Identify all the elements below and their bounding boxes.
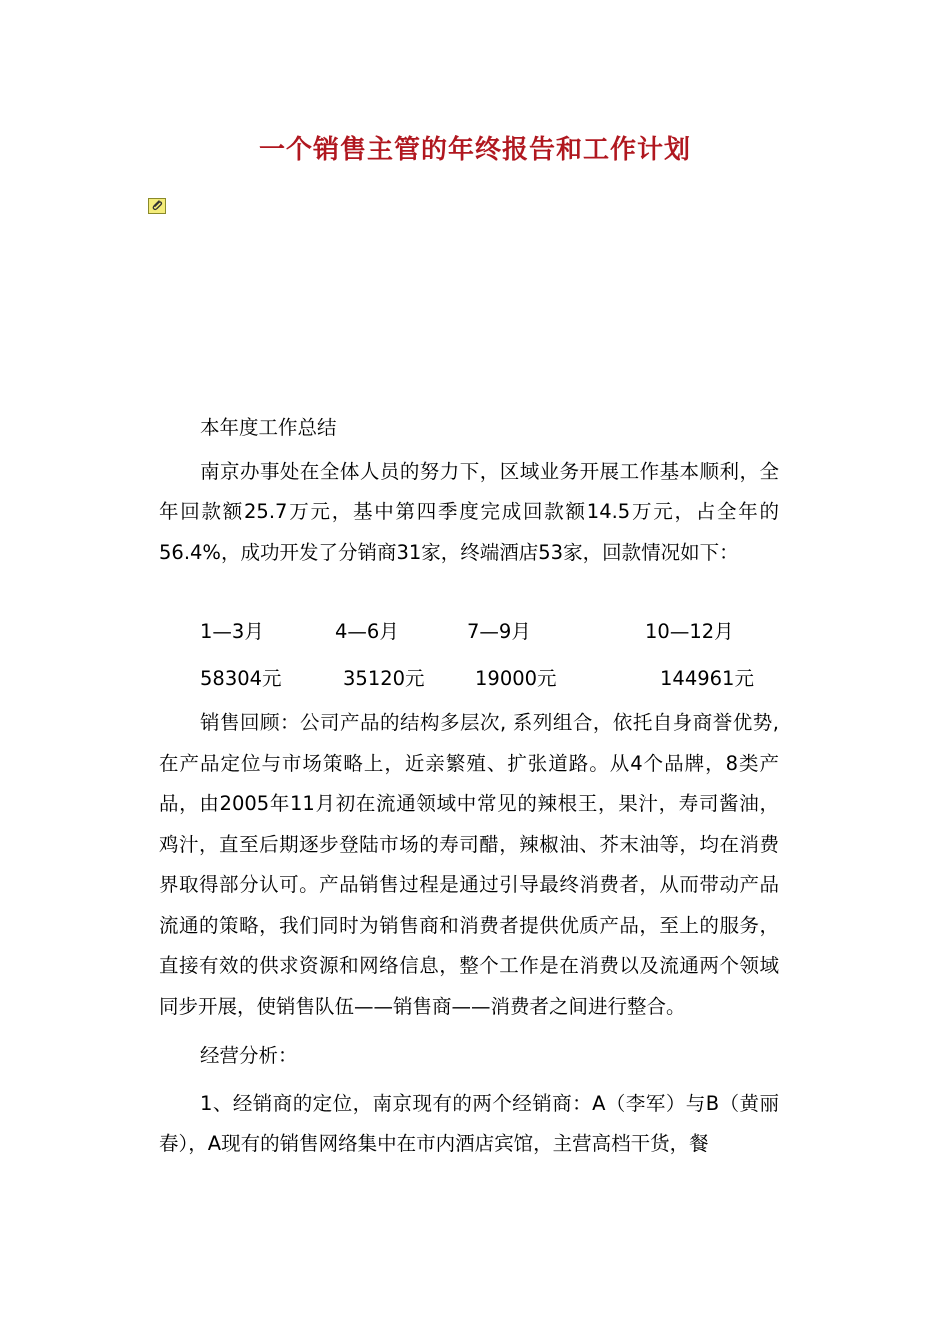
amount-q4: 144961元 — [660, 667, 754, 690]
distributor-paragraph: 1、经销商的定位，南京现有的两个经销商：A（李军）与B（黄丽春），A现有的销售网络集中在市内酒店宾馆，主营高档干货，餐 — [159, 1091, 779, 1155]
period-q2: 4—6月 — [335, 620, 399, 643]
period-q3: 7—9月 — [467, 620, 531, 643]
section-heading: 本年度工作总结 — [200, 416, 337, 439]
sales-review-paragraph: 销售回顾：公司产品的结构多层次, 系列组合，依托自身商誉优势, 在产品定位与市场策略上，近亲繁殖、扩张道路。从4个品牌，8类产品，由2005年11月初在流通领域中常见的辣根王，果汁，寿司酱油，鸡汁，直至后期逐步登陆市场的寿司醋，辣椒油、芥末油等，均在消费界取得部分认可。产品销售过程是通过引导最终消费者，从而带动产品流通的策略，我们同时为销售商和消费者提供优质产品，至上的服务，直接有效的供求资源和网络信息，整个工作是在消费以及流通两个领域同步开展，使销售队伍——销售商——消费者之间进行整合。 — [159, 711, 779, 1018]
amount-q3: 19000元 — [475, 667, 557, 690]
period-q1: 1—3月 — [200, 620, 264, 643]
amount-q2: 35120元 — [343, 667, 425, 690]
review-section — [159, 703, 779, 1165]
period-q4: 10—12月 — [645, 620, 734, 643]
quarter-periods-row — [0, 612, 950, 652]
summary-section — [159, 408, 779, 573]
summary-paragraph: 南京办事处在全体人员的努力下，区域业务开展工作基本顺利，全年回款额25.7万元，基中第四季度完成回款额14.5万元，占全年的56.4%，成功开发了分销商31家，终端酒店53家，回款情况如下： — [159, 459, 779, 564]
amount-q1: 58304元 — [200, 667, 282, 690]
quarter-amounts-row — [0, 659, 950, 699]
analysis-heading: 经营分析： — [200, 1044, 298, 1067]
document-title: 一个销售主管的年终报告和工作计划 — [258, 135, 691, 165]
attachment-icon[interactable] — [148, 198, 166, 214]
